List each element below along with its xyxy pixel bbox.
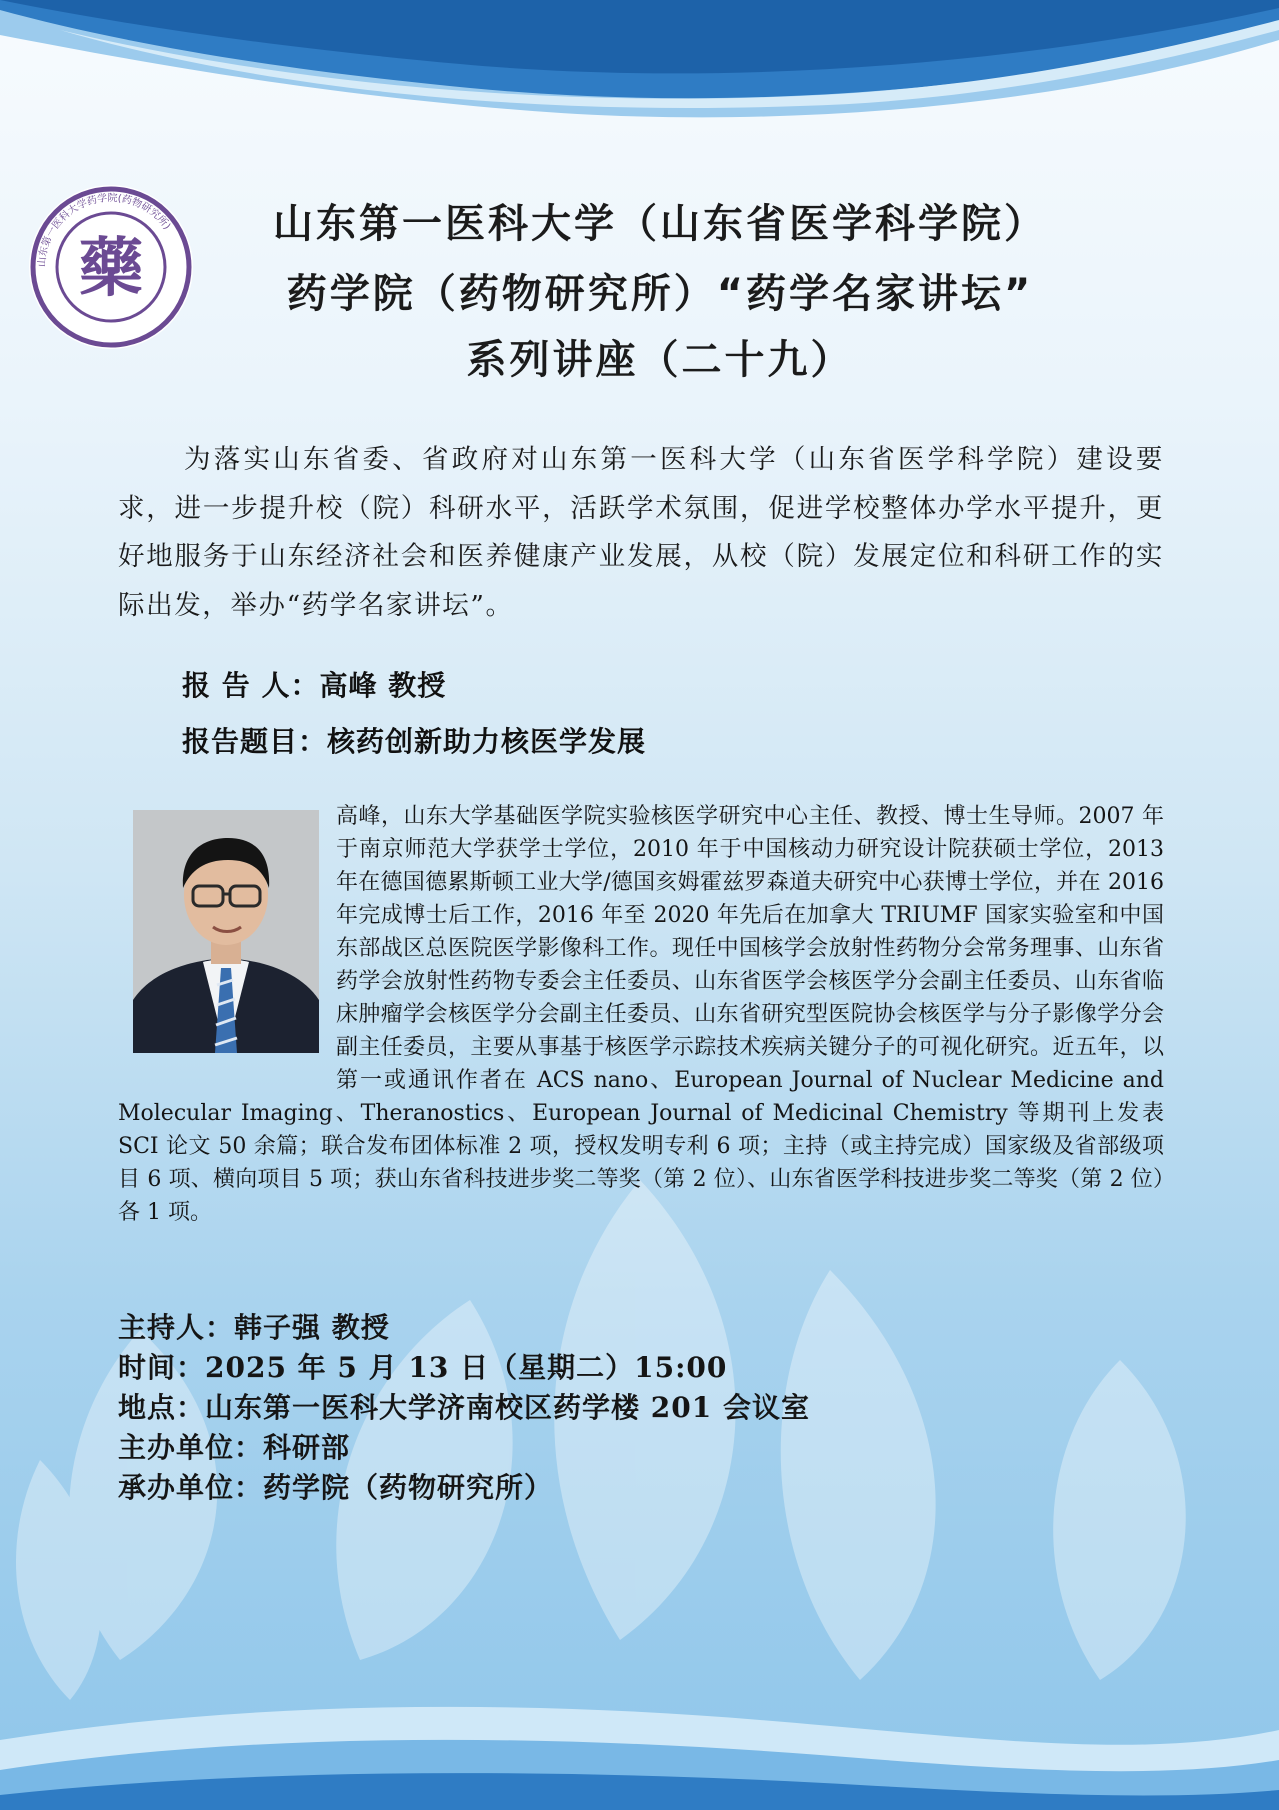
speaker-bio bbox=[118, 800, 1164, 1229]
topic-line bbox=[182, 720, 646, 760]
seal-center-char: 藥 bbox=[79, 231, 143, 306]
bio-photo-spacer bbox=[118, 800, 336, 1066]
host-line: 主持人：韩子强 教授 bbox=[118, 1311, 390, 1344]
topic-title: 核药创新助力核医学发展 bbox=[327, 725, 647, 758]
organizer-line: 主办单位：科研部 bbox=[118, 1431, 351, 1464]
speaker-line bbox=[182, 664, 446, 704]
school-seal-logo bbox=[26, 182, 196, 352]
title-line-1: 山东第一医科大学（山东省医学科学院） bbox=[273, 201, 1047, 247]
co-organizer-line: 承办单位：药学院（药物研究所） bbox=[118, 1471, 554, 1504]
time-line: 时间：2025 年 5 月 13 日（星期二）15:00 bbox=[118, 1351, 728, 1384]
bio-text: 高峰，山东大学基础医学院实验核医学研究中心主任、教授、博士生导师。2007 年于南京师范大学获学士学位，2010 年于中国核动力研究设计院获硕士学位，2013 年在德国德累斯顿工业大学/德国亥姆霍兹罗森道夫研究中心获博士学位，并在 2016 年完成博士后工作，2016 年至 2020 年先后在加拿大 TRIUMF 国家实验室和中国东部战区总医院医学影像科工作。现任中国核学会放射性药物分会常务理事、山东省药学会放射性药物专委会主任委员、山东省医学会核医学分会副主任委员、山东省临床肿瘤学会核医学分会副主任委员、山东省研究型医院协会核医学与分子影像学分会副主任委员，主要从事基于核医学示踪技术疾病关键分子的可视化研究。近五年，以第一或通讯作者在 ACS nano、European Journal of Nuclear Medicine and Molecular Imaging、Theranostics、European Journal of Medicinal Chemistry 等期刊上发表 SCI 论文 50 余篇；联合发布团体标准 2 项，授权发明专利 6 项；主持（或主持完成）国家级及省部级项目 6 项、横向项目 5 项；获山东省科技进步奖二等奖（第 2 位）、山东省医学科技进步奖二等奖（第 2 位）各 1 项。 bbox=[118, 804, 1164, 1225]
place-line: 地点：山东第一医科大学济南校区药学楼 201 会议室 bbox=[118, 1391, 810, 1424]
intro-paragraph: 为落实山东省委、省政府对山东第一医科大学（山东省医学科学院）建设要求，进一步提升校（院）科研水平，活跃学术氛围，促进学校整体办学水平提升，更好地服务于山东经济社会和医养健康产业发展，从校（院）发展定位和科研工作的实际出发，举办“药学名家讲坛”。 bbox=[118, 444, 1164, 621]
title-line-2: 药学院（药物研究所）“药学名家讲坛” bbox=[286, 271, 1034, 317]
speaker-name: 高峰 教授 bbox=[319, 669, 447, 702]
title-line-3: 系列讲座（二十九） bbox=[466, 337, 854, 383]
topic-label: 报告题目： bbox=[182, 725, 328, 758]
svg-text:山东第一医科大学药学院(药物研究所): 山东第一医科大学药学院(药物研究所) bbox=[36, 192, 173, 268]
speaker-label: 报 告 人： bbox=[182, 669, 320, 702]
